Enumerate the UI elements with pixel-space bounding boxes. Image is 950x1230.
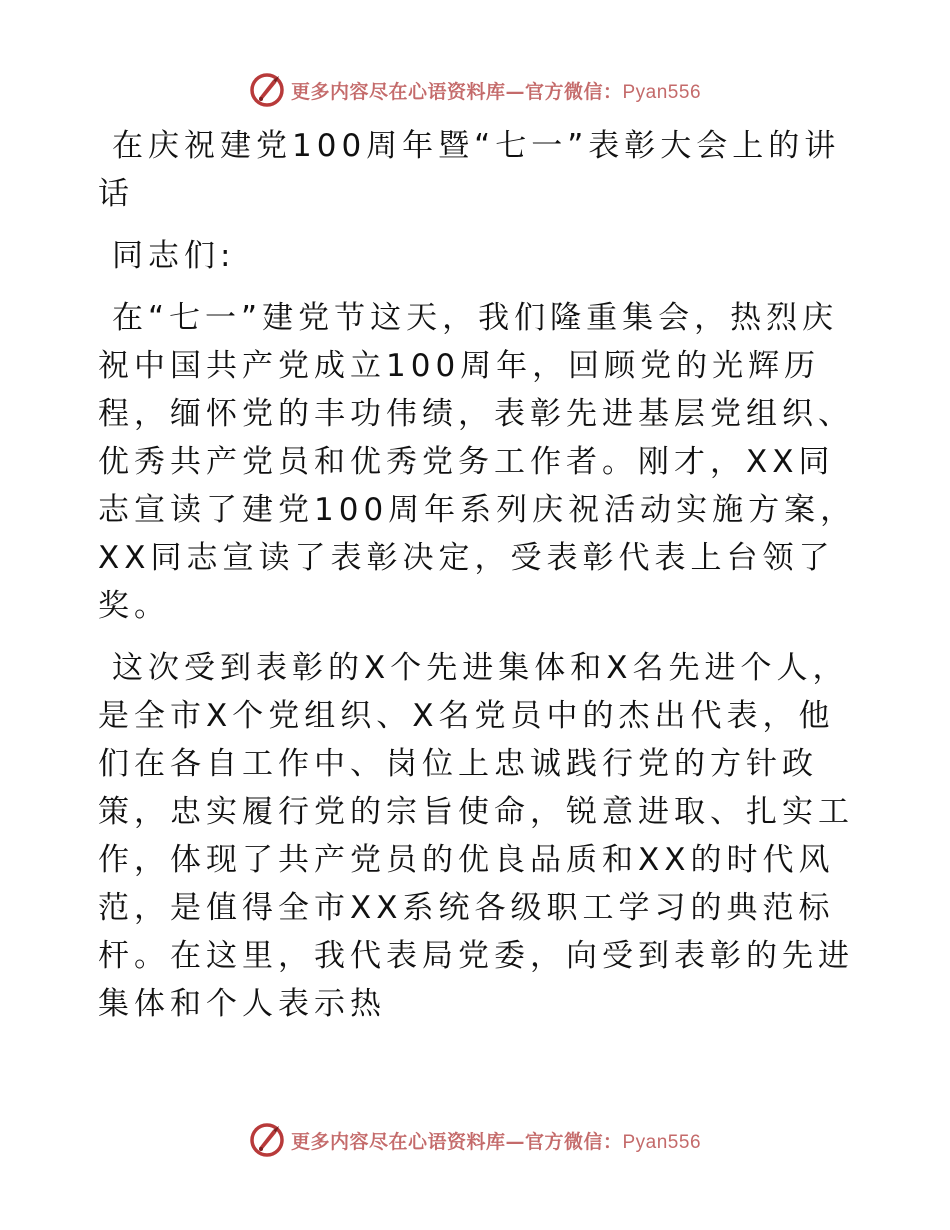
paragraph: 在“七一”建党节这天，我们隆重集会，热烈庆祝中国共产党成立100周年，回顾党的光辉历程，缅怀党的丰功伟绩，表彰先进基层党组织、优秀共产党员和优秀党务工作者。刚才，XX同志宣读了建党100周年系列庆祝活动实施方案，XX同志宣读了表彰决定，受表彰代表上台领了奖。 [98,300,857,624]
banner-text [291,77,701,104]
footer-banner [0,1120,950,1160]
header-banner [0,70,950,110]
banner-text [291,1127,701,1154]
banner-account-text: Pyan556 [622,1131,702,1153]
document-title: 在庆祝建党100周年暨“七一”表彰大会上的讲话 [98,128,841,212]
greeting: 同志们: [112,238,236,274]
document-body [98,122,858,1028]
paragraph: 这次受到表彰的X个先进集体和X名先进个人，是全市X个党组织、X名党员中的杰出代表，他们在各自工作中、岗位上忠诚践行党的方针政策，忠实履行党的宗旨使命，锐意进取、扎实工作，体现了共产党员的优良品质和XX的时代风范，是值得全市XX系统各级职工学习的典范标杆。在这里，我代表局党委，向受到表彰的先进集体和个人表示热 [98,650,854,1022]
banner-main-text: 更多内容尽在心语资料库—官方微信： [290,1130,623,1153]
banner-main-text: 更多内容尽在心语资料库—官方微信： [290,80,623,103]
quill-logo-icon [249,1122,285,1158]
banner-account-text: Pyan556 [622,81,702,103]
quill-logo-icon [249,72,285,108]
